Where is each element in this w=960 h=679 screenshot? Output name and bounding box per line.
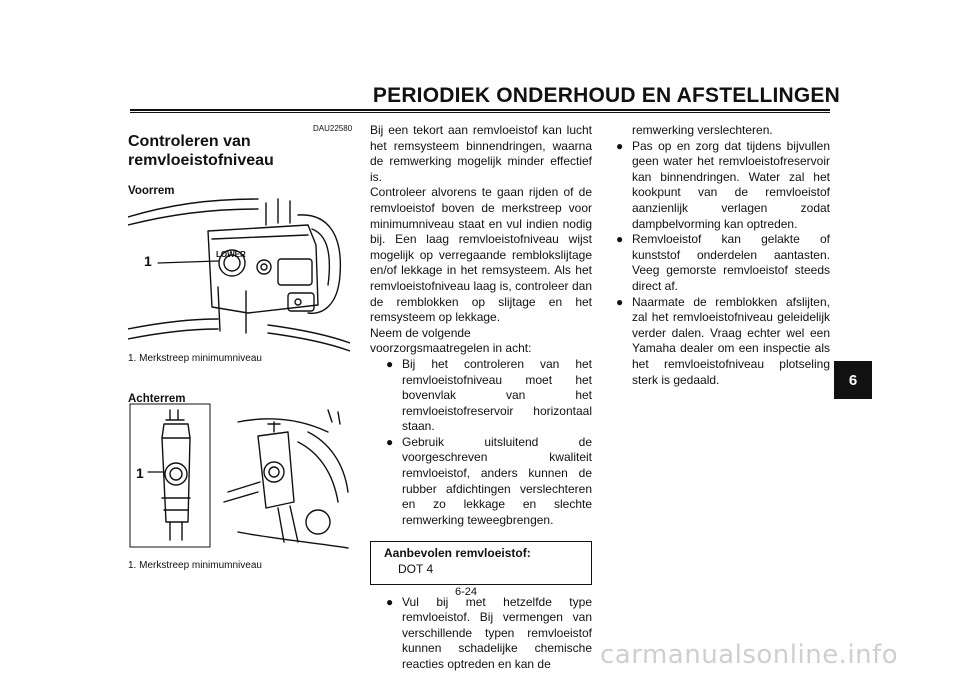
front-brake-heading: Voorrem	[128, 185, 175, 197]
rear-brake-heading: Achterrem	[128, 393, 186, 405]
bullet-item: ● Pas op en zorg dat tijdens bijvullen geen water het remvloeistofreservoir kan binnendringen. Water zal het kookpunt van de remvloeistof aanzienlijk verlagen zodat dampbelvorming kan optreden.	[614, 139, 830, 233]
rear-callout-number: 1	[136, 465, 144, 481]
header-rule	[130, 109, 830, 113]
front-figure-caption: 1. Merkstreep minimumniveau	[128, 353, 262, 364]
paragraph-continuation: remwerking verslechteren.	[632, 123, 773, 137]
bullet-item: ● Remvloeistof kan gelakte of kunststof onderdelen aantasten. Veeg gemorste remvloeistof steeds direct af.	[614, 232, 830, 294]
paragraph-air-in-system: Bij een tekort aan remvloeistof kan lucht het remsysteem binnendringen, waarna de remwerking mogelijk minder effectief is.	[370, 123, 592, 184]
recommended-fluid-value: DOT 4	[398, 562, 434, 577]
paragraph-precautions-intro: Neem de volgende voorzorgsmaatregelen in acht:	[370, 325, 532, 356]
recommended-fluid-label: Aanbevolen remvloeistof:	[384, 546, 531, 561]
bullet-item: ● Naarmate de remblokken afslijten, zal het remvloeistofniveau geleidelijk verder dalen. Vraag echter wel een Yamaha dealer om een inspectie als het remvloeistofniveau plotseling sterk is gedaald.	[614, 295, 830, 389]
paragraph-check-level: Controleer alvorens te gaan rijden of de remvloeistof boven de merkstreep voor minimumniveau staat en vul indien nodig bij. Een laag remvloeistofniveau wijst mogelijk op verregaande remblokslijtage en/of lekkage in het remsysteem. Als het remvloeistofniveau laag is, controleer dan de remblokken op slijtage en het remsysteem op lekkage.	[370, 185, 592, 325]
watermark: carmanualsonline.info	[600, 640, 899, 670]
bullet-item: ● Vul bij met hetzelfde type remvloeistof. Bij vermengen van verschillende typen remvloeistof kunnen schadelijke chemische reacties optreden en kan de	[384, 595, 592, 673]
section-title: Controleren van remvloeistofniveau	[128, 133, 274, 169]
rear-brake-reservoir-illustration	[128, 402, 350, 560]
front-callout-number: 1	[144, 253, 152, 269]
body-column-3	[614, 123, 830, 388]
chapter-tab: 6	[834, 361, 872, 399]
page-number: 6-24	[455, 586, 478, 598]
recommended-fluid-box	[370, 541, 592, 584]
front-brake-reservoir-illustration	[128, 195, 350, 353]
rear-figure-caption: 1. Merkstreep minimumniveau	[128, 560, 262, 571]
page-header-title: PERIODIEK ONDERHOUD EN AFSTELLINGEN	[372, 84, 840, 107]
section-code: DAU22580	[313, 124, 353, 133]
lower-mark-label: LOWER	[216, 250, 246, 259]
bullet-item: ● Gebruik uitsluitend de voorgeschreven kwaliteit remvloeistof, anders kunnen de rubber afdichtingen verslechteren en zo lekkage en slechte remwerking teweegbrengen.	[384, 435, 592, 529]
bullet-item: ● Bij het controleren van het remvloeistofniveau moet het bovenvlak van het remvloeistofreservoir horizontaal staan.	[384, 357, 592, 435]
body-column-2	[370, 123, 592, 673]
